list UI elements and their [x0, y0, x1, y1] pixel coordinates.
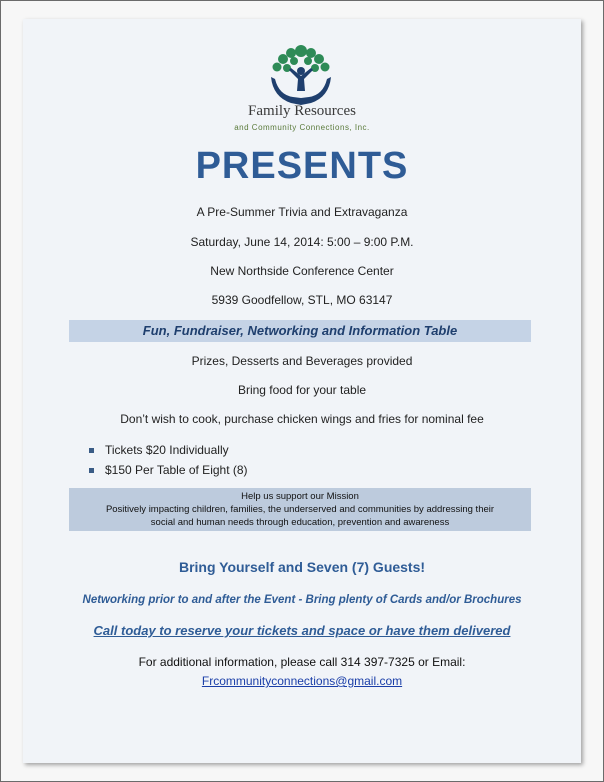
contact-email-link[interactable]: Frcommunityconnections@gmail.com: [201, 674, 403, 688]
info-banner: Fun, Fundraiser, Networking and Information Table: [69, 320, 531, 342]
mission-text-line: social and human needs through education, prevention and awareness: [150, 517, 450, 528]
detail-line: Don’t wish to cook, purchase chicken wings and fries for nominal fee: [120, 412, 484, 426]
mission-text-line: Positively impacting children, families, the underserved and communities by addressing their: [105, 504, 495, 515]
headline: PRESENTS: [195, 145, 409, 187]
guests-heading: Bring Yourself and Seven (7) Guests!: [178, 559, 426, 575]
event-title: A Pre-Summer Trivia and Extravaganza: [196, 205, 408, 219]
detail-line: Bring food for your table: [237, 383, 367, 397]
organization-name: Family Resources: [248, 103, 356, 119]
ticket-list-item: $150 Per Table of Eight (8): [85, 460, 248, 480]
flyer-page: [23, 19, 581, 763]
organization-subtitle: and Community Connections, Inc.: [234, 123, 370, 132]
contact-text: For additional information, please call 314 397-7325 or Email:: [138, 655, 466, 669]
event-datetime: Saturday, June 14, 2014: 5:00 – 9:00 P.M.: [190, 235, 414, 249]
ticket-list-item: Tickets $20 Individually: [85, 440, 248, 460]
mission-box: [69, 488, 531, 531]
detail-line: Prizes, Desserts and Beverages provided: [191, 354, 413, 368]
call-to-action: Call today to reserve your tickets and space or have them delivered: [93, 623, 511, 638]
ticket-list: [85, 440, 248, 480]
mission-heading: Help us support our Mission: [241, 491, 359, 502]
event-address: 5939 Goodfellow, STL, MO 63147: [211, 293, 393, 307]
event-venue: New Northside Conference Center: [210, 264, 394, 278]
networking-note: Networking prior to and after the Event - Bring plenty of Cards and/or Brochures: [82, 594, 522, 606]
